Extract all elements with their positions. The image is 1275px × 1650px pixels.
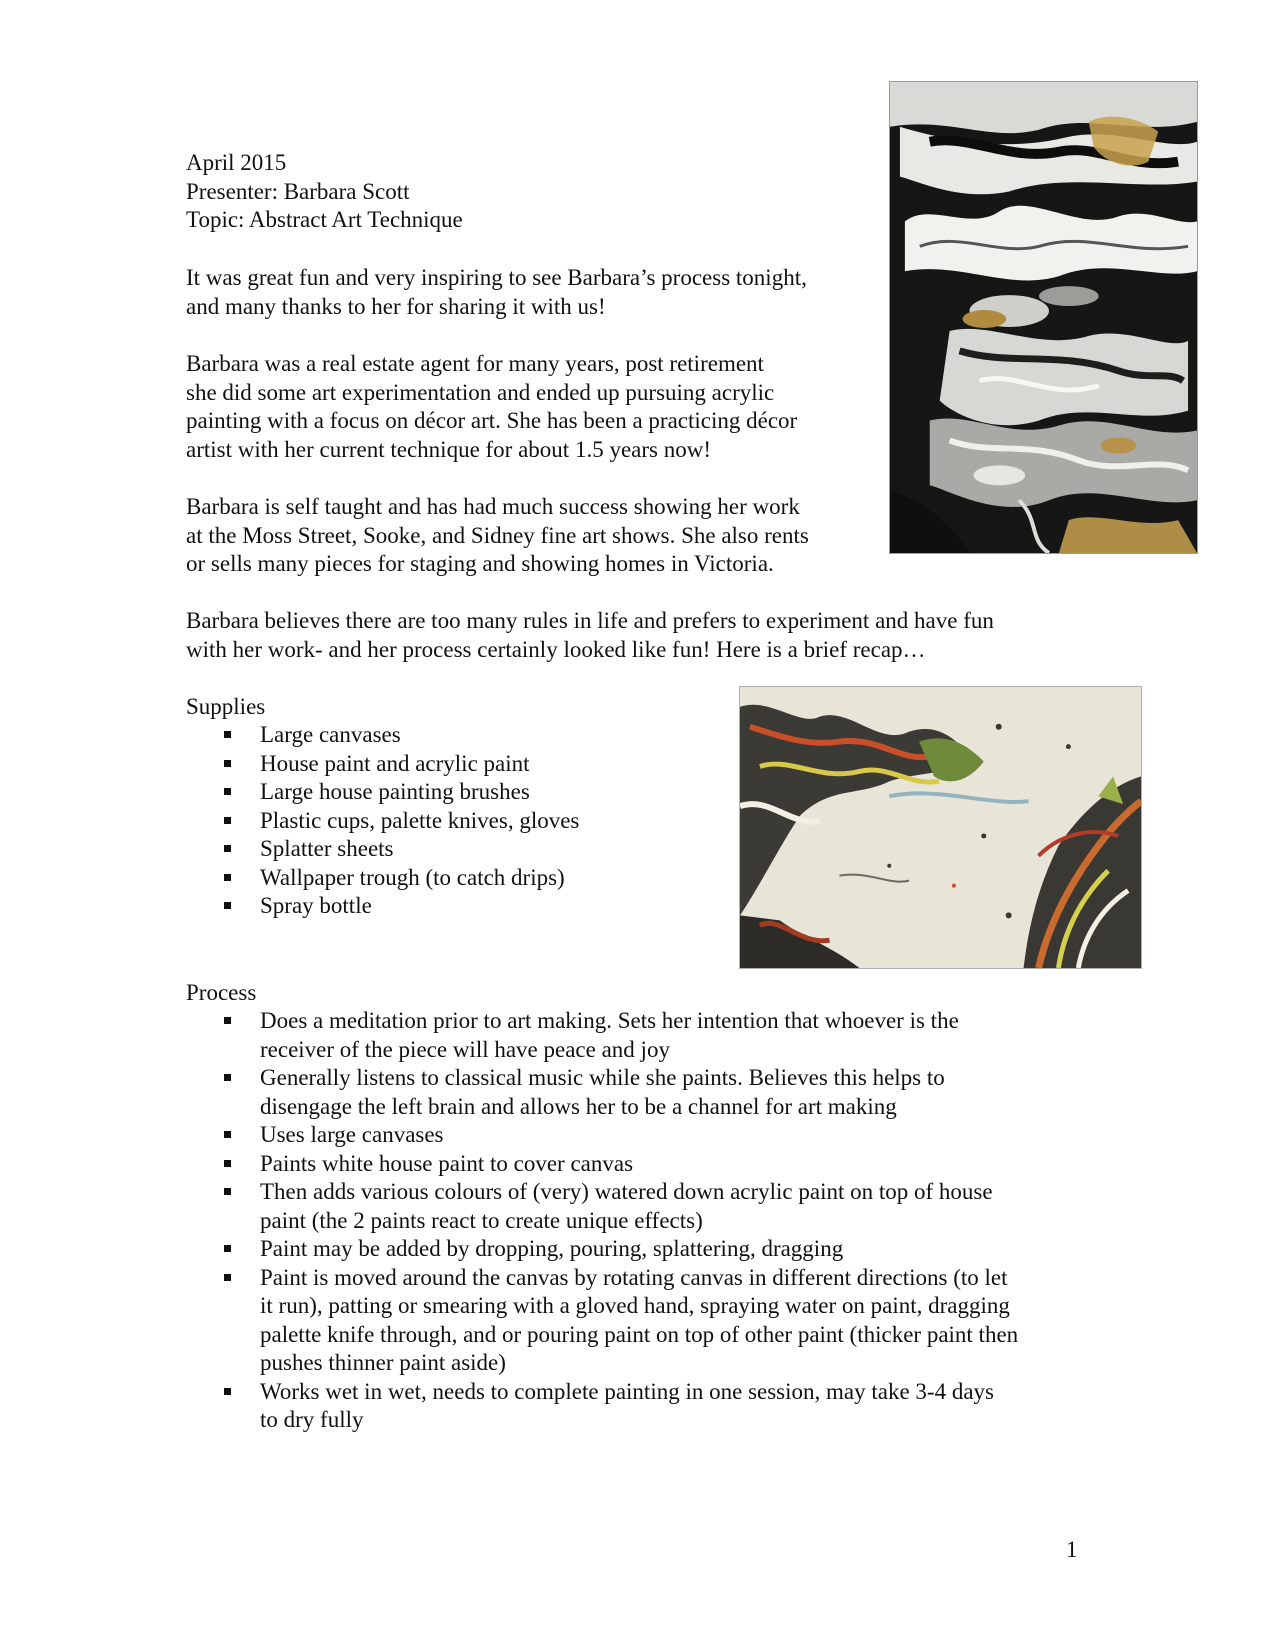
list-item: Paints white house paint to cover canvas: [224, 1150, 1018, 1179]
list-item: Wallpaper trough (to catch drips): [224, 864, 579, 893]
paragraph-line: at the Moss Street, Sooke, and Sidney fine art shows. She also rents: [186, 522, 809, 548]
topic-line: Topic: Abstract Art Technique: [186, 207, 463, 232]
background-paragraph: [186, 350, 797, 464]
list-item: House paint and acrylic paint: [224, 750, 579, 779]
bullet-icon: [224, 731, 231, 738]
list-item: Spray bottle: [224, 892, 579, 921]
abstract-painting-splatter-image: [739, 686, 1142, 969]
philosophy-paragraph: [186, 607, 994, 664]
paragraph-line: Barbara is self taught and has had much success showing her work: [186, 494, 800, 519]
supplies-heading: Supplies: [186, 694, 266, 719]
list-item: Generally listens to classical music while she paints. Believes this helps to disengage the left brain and allows her to be a channel for art making: [224, 1064, 1018, 1121]
paragraph-line: artist with her current technique for about 1.5 years now!: [186, 436, 711, 462]
date-line: April 2015: [186, 150, 287, 175]
bullet-icon: [224, 1188, 231, 1195]
bullet-icon: [224, 788, 231, 795]
page-number: 1: [1066, 1537, 1078, 1562]
presenter-line: Presenter: Barbara Scott: [186, 178, 410, 204]
paragraph-line: with her work- and her process certainly looked like fun! Here is a brief recap…: [186, 636, 926, 662]
bullet-icon: [224, 1274, 231, 1281]
paragraph-line: painting with a focus on décor art. She has been a practicing décor: [186, 408, 798, 433]
list-item: Plastic cups, palette knives, gloves: [224, 807, 579, 836]
bullet-icon: [224, 845, 231, 852]
bullet-icon: [224, 1131, 231, 1138]
bullet-icon: [224, 874, 231, 881]
paragraph-line: or sells many pieces for staging and showing homes in Victoria.: [186, 551, 774, 576]
bullet-icon: [224, 902, 231, 909]
shows-paragraph: [186, 493, 809, 579]
paragraph-line: It was great fun and very inspiring to see Barbara’s process tonight,: [186, 265, 807, 290]
bullet-icon: [224, 1074, 231, 1081]
abstract-painting-monochrome-image: [889, 81, 1198, 554]
bullet-icon: [224, 1388, 231, 1395]
bullet-icon: [224, 1245, 231, 1252]
list-item: Splatter sheets: [224, 835, 579, 864]
intro-paragraph: [186, 264, 807, 321]
list-item: Uses large canvases: [224, 1121, 1018, 1150]
bullet-icon: [224, 817, 231, 824]
document-header: [186, 149, 886, 235]
bullet-icon: [224, 1160, 231, 1167]
process-heading: Process: [186, 980, 257, 1005]
bullet-icon: [224, 760, 231, 767]
supplies-list: [224, 721, 579, 921]
list-item: Large house painting brushes: [224, 778, 579, 807]
paragraph-line: and many thanks to her for sharing it with us!: [186, 293, 606, 319]
list-item: Large canvases: [224, 721, 579, 750]
paragraph-line: she did some art experimentation and ended up pursuing acrylic: [186, 379, 775, 405]
bullet-icon: [224, 1017, 231, 1024]
paragraph-line: Barbara was a real estate agent for many years, post retirement: [186, 351, 764, 376]
list-item: Paint may be added by dropping, pouring, splattering, dragging: [224, 1235, 1018, 1264]
list-item: Paint is moved around the canvas by rotating canvas in different directions (to let it run), patting or smearing with a gloved hand, spraying water on paint, dragging palette knife through, and or pouring paint on top of other paint (thicker paint then pushes thinner paint aside): [224, 1264, 1018, 1378]
list-item: Does a meditation prior to art making. Sets her intention that whoever is the receiver of the piece will have peace and joy: [224, 1007, 1018, 1064]
paragraph-line: Barbara believes there are too many rules in life and prefers to experiment and have fun: [186, 608, 994, 633]
process-list: [224, 1007, 1018, 1435]
list-item: Then adds various colours of (very) watered down acrylic paint on top of house paint (the 2 paints react to create unique effects): [224, 1178, 1018, 1235]
list-item: Works wet in wet, needs to complete painting in one session, may take 3-4 days to dry fully: [224, 1378, 1018, 1435]
